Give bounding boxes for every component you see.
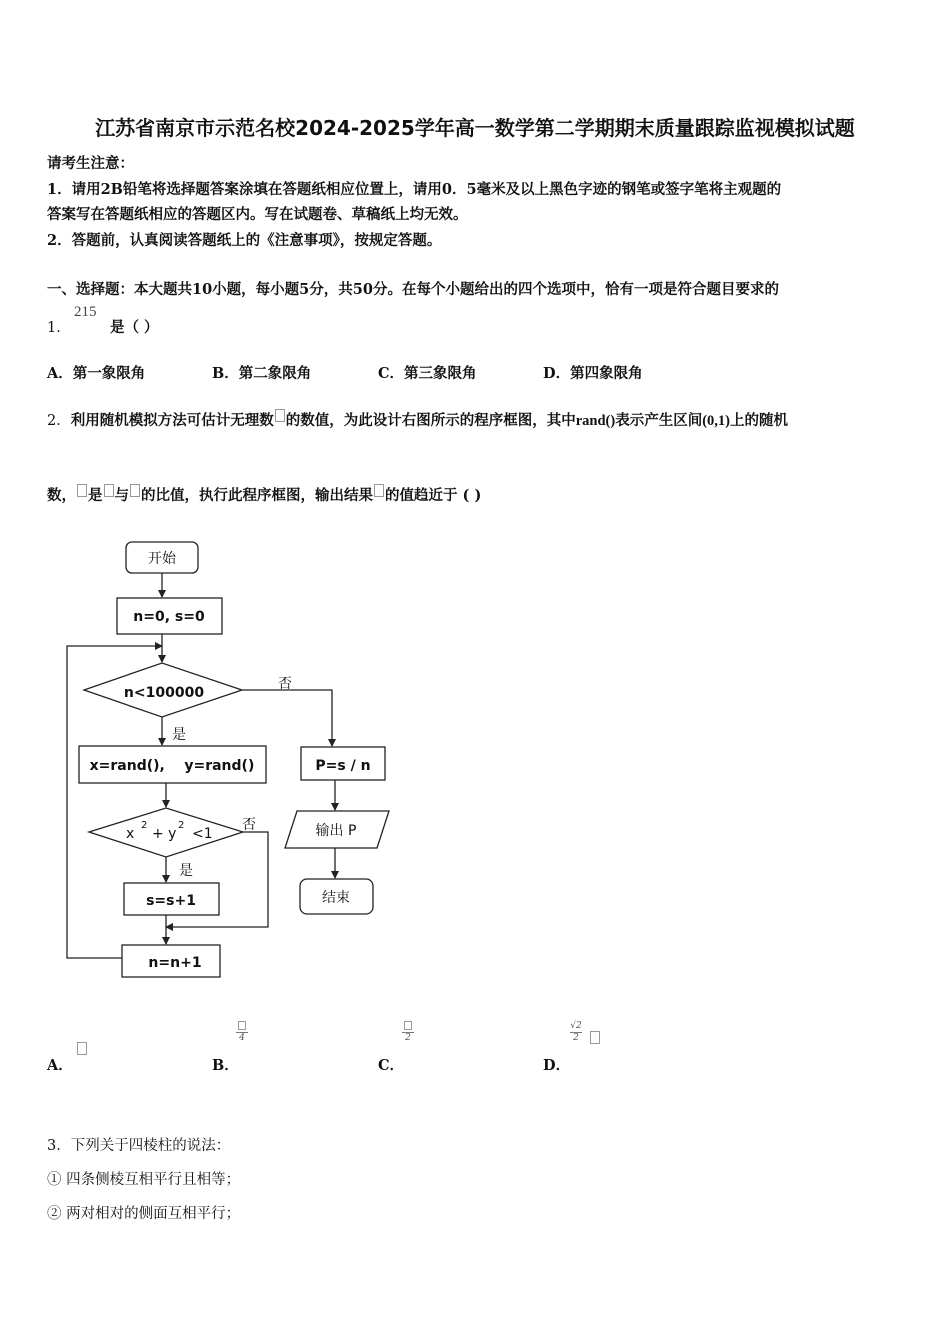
q2-option-d-fraction — [570, 1021, 582, 1044]
q2-rand: rand() — [575, 413, 616, 429]
q2-option-c-denominator: 2 — [405, 1033, 411, 1043]
yes-label-2: 是 — [179, 863, 193, 879]
q2-option-d: D． — [543, 1057, 571, 1074]
q2-option-a: A． — [47, 1057, 73, 1074]
cond2-lt: <1 — [192, 826, 213, 842]
start-label: 开始 — [148, 551, 176, 567]
q3-item-2: ② 两对相对的侧面互相平行； — [47, 1206, 241, 1222]
cond2-exp-1: 2 — [141, 820, 148, 831]
q2-number: 2． — [47, 413, 71, 429]
notice-line-1b: 答案写在答题纸相应的答题区内。写在试题卷、草稿纸上均无效。 — [47, 206, 468, 223]
init-label: n=0, s=0 — [133, 609, 205, 625]
q2-option-d-numerator: √2 — [570, 1021, 582, 1031]
increment-s-label: s=s+1 — [146, 893, 196, 909]
q2-interval: (0,1) — [702, 413, 731, 429]
q2-text-2b: 是 — [88, 487, 103, 504]
cond2-exp-2: 2 — [178, 820, 185, 831]
notice-heading: 请考生注意： — [47, 155, 134, 172]
no-label-1: 否 — [278, 676, 292, 692]
no-label-2: 否 — [242, 817, 256, 833]
q2-option-b: B． — [212, 1057, 239, 1074]
q2-option-c: C． — [378, 1057, 405, 1074]
q1-option-d: D．第四象限角 — [543, 365, 643, 382]
q2-option-d-denominator: 2 — [573, 1033, 579, 1043]
q2-text-2e: 的值趋近于 ( ) — [385, 487, 482, 504]
q2-option-d-symbol — [589, 1031, 601, 1050]
q1-option-a: A．第一象限角 — [47, 365, 146, 382]
q2-option-b-fraction — [236, 1021, 248, 1044]
section-heading: 一、选择题：本大题共10小题，每小题5分，共50分。在每个小题给出的四个选项中，恰有一项是符合题目要求的 — [47, 281, 779, 298]
q1-stem: 是（ ） — [110, 319, 159, 336]
cond2-x: x — [126, 826, 135, 842]
q2-text-f: 上的随机 — [730, 412, 789, 429]
q3-stem: 3．下列关于四棱柱的说法： — [47, 1138, 231, 1154]
q2-text-d: 表示产生区间 — [615, 412, 703, 429]
page-title: 江苏省南京市示范名校2024-2025学年高一数学第二学期期末质量跟踪监视模拟试题 — [95, 116, 855, 140]
q2-option-b-denominator: 4 — [239, 1033, 245, 1043]
q2-text-2a: 数， — [47, 487, 76, 504]
notice-line-2: 2．答题前，认真阅读答题纸上的《注意事项》，按规定答题。 — [47, 232, 442, 249]
yes-label-1: 是 — [172, 727, 186, 743]
q2-text-2c: 与 — [114, 487, 129, 504]
q2-text-b: 的数值，为此设计右图所示的程序框图，其中 — [285, 412, 576, 429]
q1-option-b: B．第二象限角 — [212, 365, 312, 382]
q2-text-a: 利用随机模拟方法可估计无理数 — [70, 412, 274, 429]
q2-option-a-symbol — [76, 1042, 88, 1061]
q3-item-1: ① 四条侧棱互相平行且相等； — [47, 1172, 241, 1188]
output-label: 输出 P — [315, 823, 357, 839]
end-label: 结束 — [322, 890, 350, 906]
notice-line-1a: 1．请用2B铅笔将选择题答案涂填在答题纸相应位置上，请用0．5毫米及以上黑色字迹的钢笔或签字笔将主观题的 — [47, 181, 782, 198]
q1-value: 215 — [74, 304, 97, 320]
cond1-label: n<100000 — [123, 685, 205, 701]
cond2-plus-y: + y — [152, 826, 177, 842]
pcalc-label: P=s / n — [315, 758, 371, 774]
increment-n-label: n=n+1 — [148, 955, 202, 971]
rand-label: x=rand(), y=rand() — [89, 758, 255, 774]
q2-option-c-fraction — [402, 1021, 414, 1044]
q2-text-2d: 的比值，执行此程序框图，输出结果 — [141, 487, 373, 504]
q1-option-c: C．第三象限角 — [378, 365, 477, 382]
q1-number: 1． — [47, 320, 71, 336]
